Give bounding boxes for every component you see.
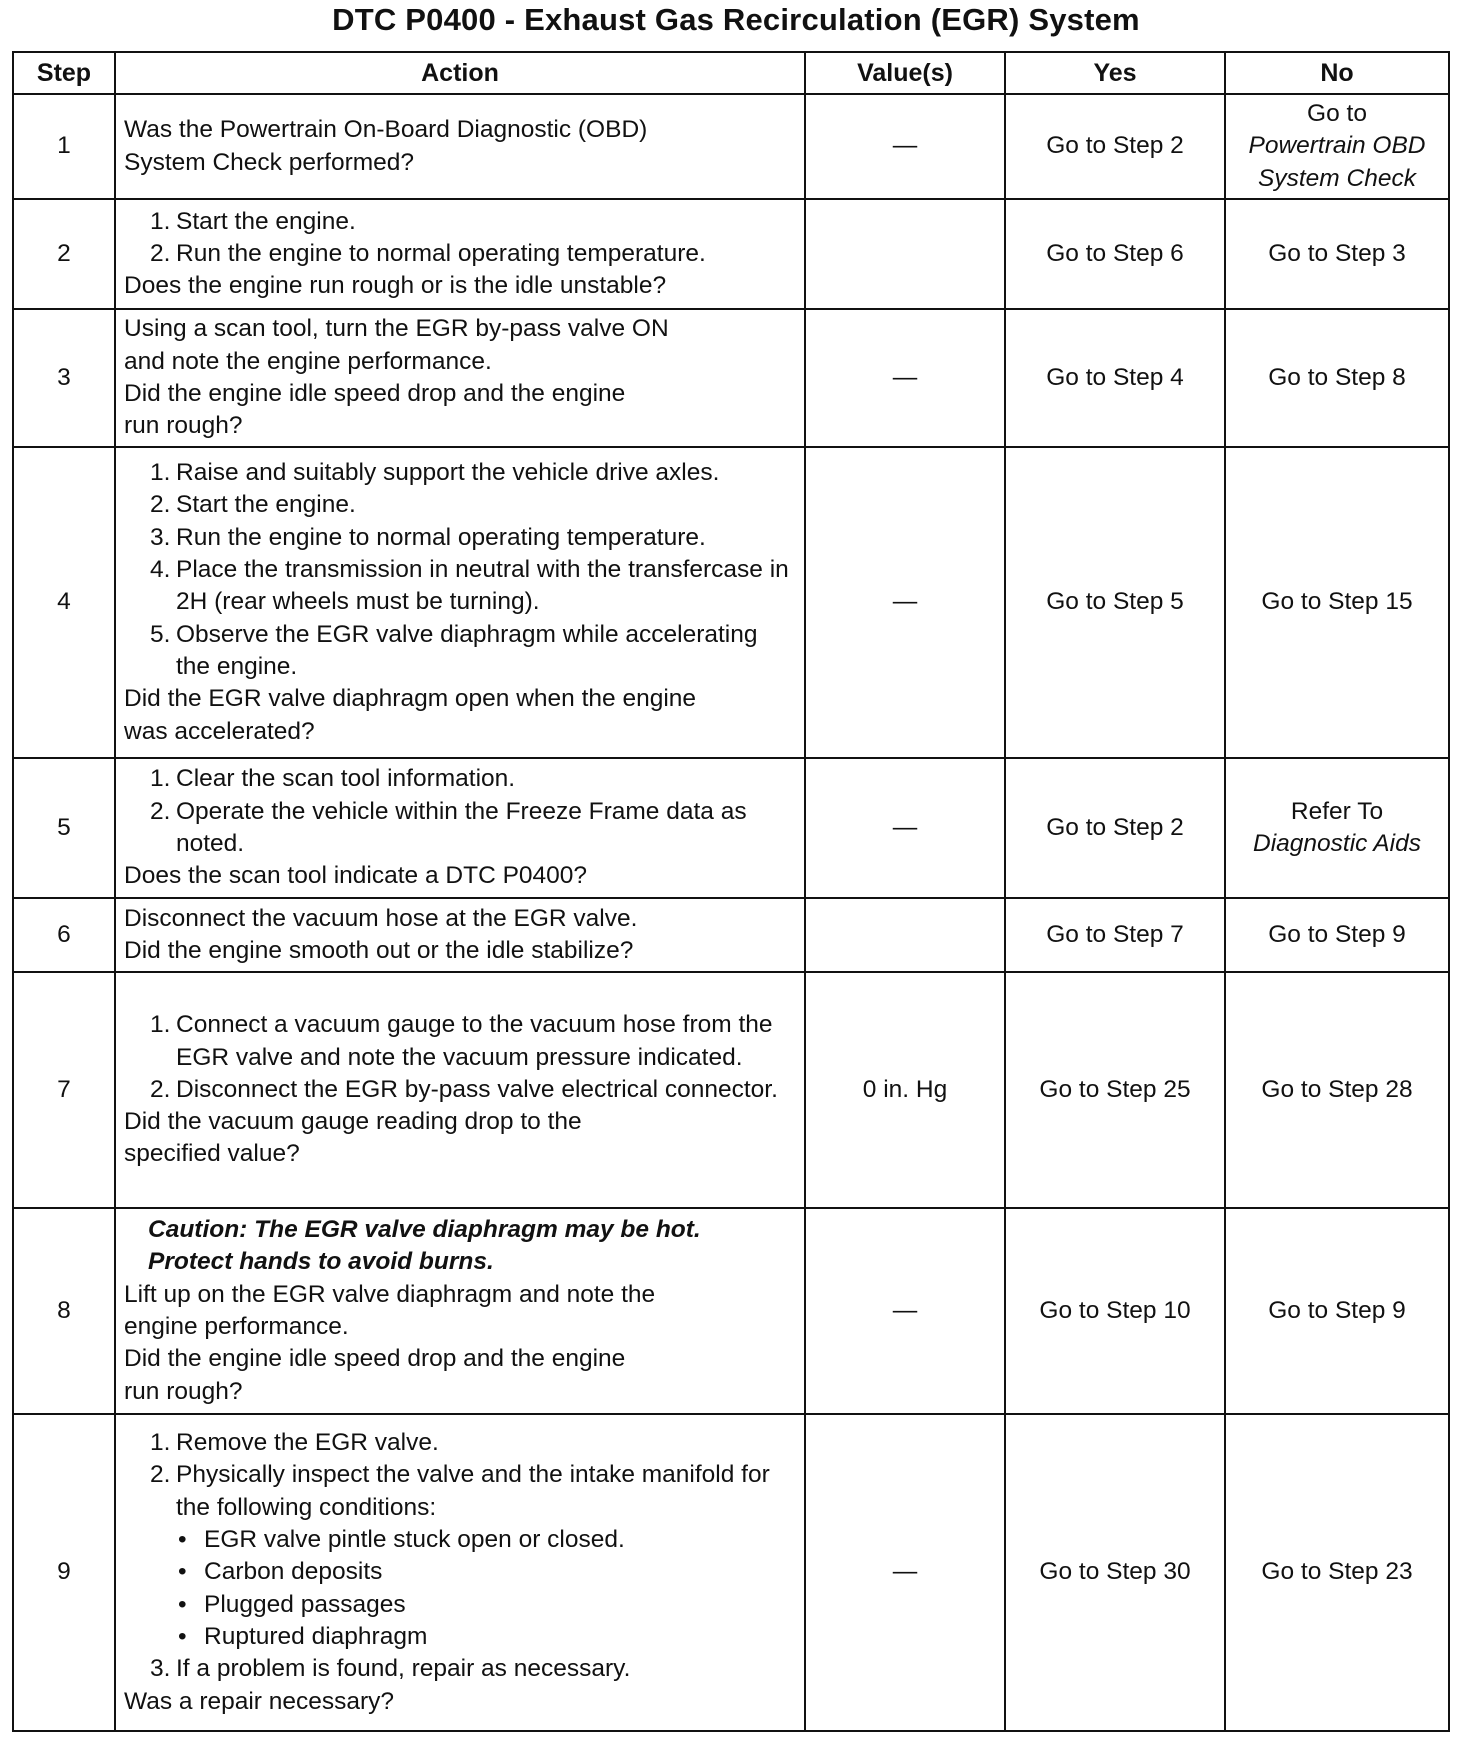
procedure-step: 2. Physically inspect the valve and the intake manifold for the following conditions: • EGR valve pintle stuck open or closed. • Carbon deposits • Plugged passages • Ruptured diaphragm (124, 1459, 796, 1653)
value-cell: — (805, 94, 1005, 199)
yes-cell: Go to Step 6 (1005, 199, 1225, 309)
caution-text: Caution: The EGR valve diaphragm may be hot. (148, 1216, 701, 1244)
procedure-step: 1. Connect a vacuum gauge to the vacuum hose from the EGR valve and note the vacuum pressure indicated. (150, 1011, 773, 1071)
table-row (13, 309, 1449, 447)
table-header-row (13, 52, 1449, 94)
action-text: and note the engine performance. (124, 347, 492, 375)
header-no: No (1225, 52, 1449, 94)
yes-cell: Go to Step 7 (1005, 898, 1225, 972)
header-step: Step (13, 52, 115, 94)
header-yes: Yes (1005, 52, 1225, 94)
procedure-step: 2. Disconnect the EGR by-pass valve electrical connector. (150, 1075, 778, 1103)
yes-cell: Go to Step 25 (1005, 972, 1225, 1208)
table-row (13, 972, 1449, 1208)
step-number: 1 (13, 94, 115, 199)
action-question: Does the scan tool indicate a DTC P0400? (124, 862, 588, 890)
caution-text: Protect hands to avoid burns. (148, 1248, 494, 1276)
step-number: 6 (13, 898, 115, 972)
condition-bullet: • Plugged passages (176, 1589, 796, 1621)
table-row (13, 1208, 1449, 1414)
yes-cell: Go to Step 2 (1005, 758, 1225, 898)
step-number: 9 (13, 1414, 115, 1731)
action-cell (115, 898, 805, 972)
procedure-step: 3. Run the engine to normal operating temperature. (150, 523, 706, 551)
table-row (13, 199, 1449, 309)
no-cell: Go to Step 9 (1225, 898, 1449, 972)
no-cell: Go to Step 28 (1225, 972, 1449, 1208)
condition-bullet: • Ruptured diaphragm (176, 1621, 796, 1653)
action-question: Did the engine idle speed drop and the engine (124, 380, 626, 407)
table-row (13, 898, 1449, 972)
yes-cell: Go to Step 4 (1005, 309, 1225, 447)
action-text: engine performance. (124, 1313, 349, 1340)
yes-cell: Go to Step 30 (1005, 1414, 1225, 1731)
action-text: Using a scan tool, turn the EGR by-pass valve ON (124, 315, 669, 343)
step-number: 4 (13, 447, 115, 758)
action-cell (115, 758, 805, 898)
no-reference: System Check (1258, 164, 1416, 192)
no-cell: Go to Step 15 (1225, 447, 1449, 758)
no-cell (1225, 758, 1449, 898)
action-question: run rough? (124, 1377, 243, 1405)
step-number: 8 (13, 1208, 115, 1414)
no-cell: Go to Step 8 (1225, 309, 1449, 447)
value-cell (805, 898, 1005, 972)
action-text: Disconnect the vacuum hose at the EGR valve. (124, 904, 638, 932)
yes-cell: Go to Step 2 (1005, 94, 1225, 199)
header-values: Value(s) (805, 52, 1005, 94)
no-reference: Powertrain OBD (1248, 132, 1426, 160)
procedure-step: 2. Start the engine. (150, 491, 356, 519)
procedure-step: 1. Start the engine. (150, 207, 356, 235)
action-question: was accelerated? (124, 717, 315, 745)
condition-bullet: • Carbon deposits (176, 1556, 796, 1588)
yes-cell: Go to Step 10 (1005, 1208, 1225, 1414)
action-cell (115, 1414, 805, 1731)
action-question: Did the vacuum gauge reading drop to the (124, 1108, 582, 1136)
action-cell (115, 94, 805, 199)
value-cell: — (805, 758, 1005, 898)
value-cell: — (805, 1414, 1005, 1731)
action-cell (115, 447, 805, 758)
no-text: Go to (1307, 100, 1367, 127)
no-cell: Go to Step 9 (1225, 1208, 1449, 1414)
action-question: Did the engine idle speed drop and the engine (124, 1345, 626, 1373)
diagnostic-table (12, 51, 1450, 1732)
action-question: specified value? (124, 1140, 300, 1168)
procedure-step: 3. If a problem is found, repair as necessary. (150, 1655, 631, 1683)
step-number: 5 (13, 758, 115, 898)
value-cell: — (805, 1208, 1005, 1414)
table-row (13, 94, 1449, 199)
page-title: DTC P0400 - Exhaust Gas Recirculation (EGR) System (332, 2, 1140, 37)
action-question: Did the EGR valve diaphragm open when the engine (124, 685, 697, 713)
table-row (13, 758, 1449, 898)
action-cell (115, 199, 805, 309)
action-text: Was the Powertrain On-Board Diagnostic (OBD) (124, 116, 648, 144)
procedure-step: 1. Clear the scan tool information. (150, 765, 516, 793)
step-number: 3 (13, 309, 115, 447)
no-text: Refer To (1290, 797, 1384, 825)
step-number: 7 (13, 972, 115, 1208)
value-cell: 0 in. Hg (805, 972, 1005, 1208)
no-cell: Go to Step 3 (1225, 199, 1449, 309)
procedure-step: 1. Remove the EGR valve. (150, 1429, 439, 1457)
no-reference: Diagnostic Aids (1253, 830, 1421, 857)
action-cell (115, 1208, 805, 1414)
action-question: run rough? (124, 412, 243, 440)
table-row (13, 1414, 1449, 1731)
procedure-step: 5. Observe the EGR valve diaphragm while accelerating the engine. (150, 620, 758, 680)
action-cell (115, 972, 805, 1208)
value-cell: — (805, 447, 1005, 758)
step-number: 2 (13, 199, 115, 309)
yes-cell: Go to Step 5 (1005, 447, 1225, 758)
action-cell (115, 309, 805, 447)
action-text: System Check performed? (124, 148, 415, 176)
value-cell (805, 199, 1005, 309)
header-action: Action (115, 52, 805, 94)
procedure-step: 1. Raise and suitably support the vehicle drive axles. (150, 459, 720, 487)
value-cell: — (805, 309, 1005, 447)
procedure-step: 2. Run the engine to normal operating temperature. (150, 239, 706, 267)
condition-bullet: • EGR valve pintle stuck open or closed. (176, 1524, 796, 1556)
table-row (13, 447, 1449, 758)
action-text: Lift up on the EGR valve diaphragm and note the (124, 1280, 656, 1308)
procedure-step: 4. Place the transmission in neutral with the transfercase in 2H (rear wheels must be turning). (150, 556, 789, 616)
action-question: Was a repair necessary? (124, 1687, 395, 1715)
no-cell (1225, 94, 1449, 199)
no-cell: Go to Step 23 (1225, 1414, 1449, 1731)
procedure-step: 2. Operate the vehicle within the Freeze Frame data as noted. (150, 797, 747, 857)
action-question: Does the engine run rough or is the idle unstable? (124, 272, 667, 300)
action-question: Did the engine smooth out or the idle stabilize? (124, 937, 634, 964)
